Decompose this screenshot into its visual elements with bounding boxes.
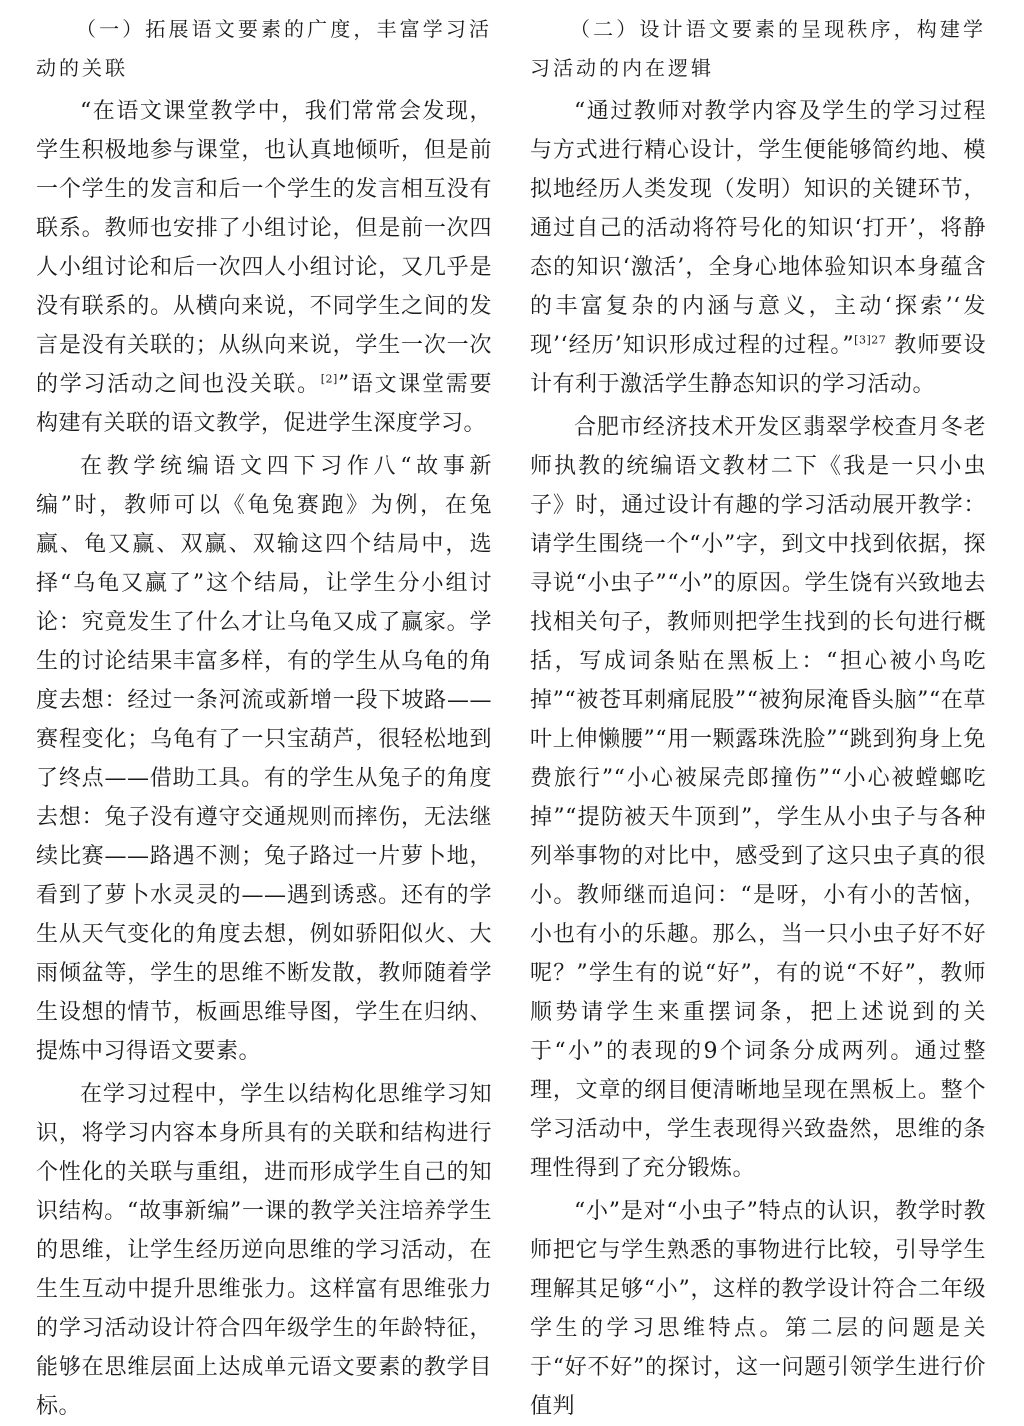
paragraph-text: ”语文课堂需要构建有关联的语文教学，促进学生深度学习。 [36, 372, 492, 436]
right-column [530, 10, 986, 1426]
paragraph-text: 教师要设计有利于激活学生静态知识的学习活动。 [530, 333, 986, 397]
paragraph: 合肥市经济技术开发区翡翠学校查月冬老师执教的统编语文教材二下《我是一只小虫子》时，通过设计有趣的学习活动展开教学：请学生围绕一个“小”字，到文中找到依据，探寻说“小虫子”“小”的原因。学生饶有兴致地去找相关句子，教师则把学生找到的长句进行概括，写成词条贴在黑板上：“担心被小鸟吃掉”“被苍耳刺痛屁股”“被狗尿淹昏头脑”“在草叶上伸懒腰”“用一颗露珠洗脸”“跳到狗身上免费旅行”“小心被屎壳郎撞伤”“小心被螳螂吃掉”“提防被天牛顶到”，学生从小虫子与各种列举事物的对比中，感受到了这只虫子真的很小。教师继而追问：“是呀，小有小的苦恼，小也有小的乐趣。那么，当一只小虫子好不好呢？”学生有的说“好”，有的说“不好”，教师顺势请学生来重摆词条，把上述说到的关于“小”的表现的9个词条分成两列。通过整理，文章的纲目便清晰地呈现在黑板上。整个学习活动中，学生表现得兴致盎然，思维的条理性得到了充分锻炼。 [530, 415, 986, 1181]
paragraph [36, 92, 492, 443]
paragraph: “小”是对“小虫子”特点的认识，教学时教师把它与学生熟悉的事物进行比较，引导学生理解其足够“小”，这样的教学设计符合二年级学生的学习思维特点。第二层的问题是关于“好不好”的探讨，这一问题引领学生进行价值判 [530, 1199, 986, 1419]
section-heading-2: （二）设计语文要素的呈现秩序，构建学习活动的内在逻辑 [530, 17, 986, 80]
paragraph [530, 92, 986, 404]
left-column [36, 10, 492, 1426]
paragraph-text: “在语文课堂教学中，我们常常会发现，学生积极地参与课堂，也认真地倾听，但是前一个学生的发言和后一个学生的发言相互没有联系。教师也安排了小组讨论，但是前一次四人小组讨论和后一次四人小组讨论，又几乎是没有联系的。从横向来说，不同学生之间的发言是没有关联的；从纵向来说，学生一次一次的学习活动之间也没关联。 [36, 99, 492, 397]
paragraph: 在学习过程中，学生以结构化思维学习知识，将学习内容本身所具有的关联和结构进行个性化的关联与重组，进而形成学生自己的知识结构。“故事新编”一课的教学关注培养学生的思维，让学生经历逆向思维的学习活动，在生生互动中提升思维张力。这样富有思维张力的学习活动设计符合四年级学生的年龄特征，能够在思维层面上达成单元语文要素的教学目标。 [36, 1082, 492, 1419]
section-heading-1: （一）拓展语文要素的广度，丰富学习活动的关联 [36, 17, 492, 80]
paragraph-text: “通过教师对教学内容及学生的学习过程与方式进行精心设计，学生便能够简约地、模拟地经历人类发现（发明）知识的关键环节，通过自己的活动将符号化的知识‘打开’，将静态的知识‘激活’，全身心地体验知识本身蕴含的丰富复杂的内涵与意义，主动‘探索’‘发现’‘经历’知识形成过程的过程。” [530, 99, 986, 358]
citation-ref: [2] [320, 372, 338, 386]
paragraph: 在教学统编语文四下习作八“故事新编”时，教师可以《龟兔赛跑》为例，在兔赢、龟又赢、双赢、双输这四个结局中，选择“乌龟又赢了”这个结局，让学生分小组讨论：究竟发生了什么才让乌龟又成了赢家。学生的讨论结果丰富多样，有的学生从乌龟的角度去想：经过一条河流或新增一段下坡路——赛程变化；乌龟有了一只宝葫芦，很轻松地到了终点——借助工具。有的学生从兔子的角度去想：兔子没有遵守交通规则而摔伤，无法继续比赛——路遇不测；兔子路过一片萝卜地，看到了萝卜水灵灵的——遇到诱惑。还有的学生从天气变化的角度去想，例如骄阳似火、大雨倾盆等，学生的思维不断发散，教师随着学生设想的情节，板画思维导图，学生在归纳、提炼中习得语文要素。 [36, 454, 492, 1064]
citation-ref: [3]27 [854, 333, 887, 347]
